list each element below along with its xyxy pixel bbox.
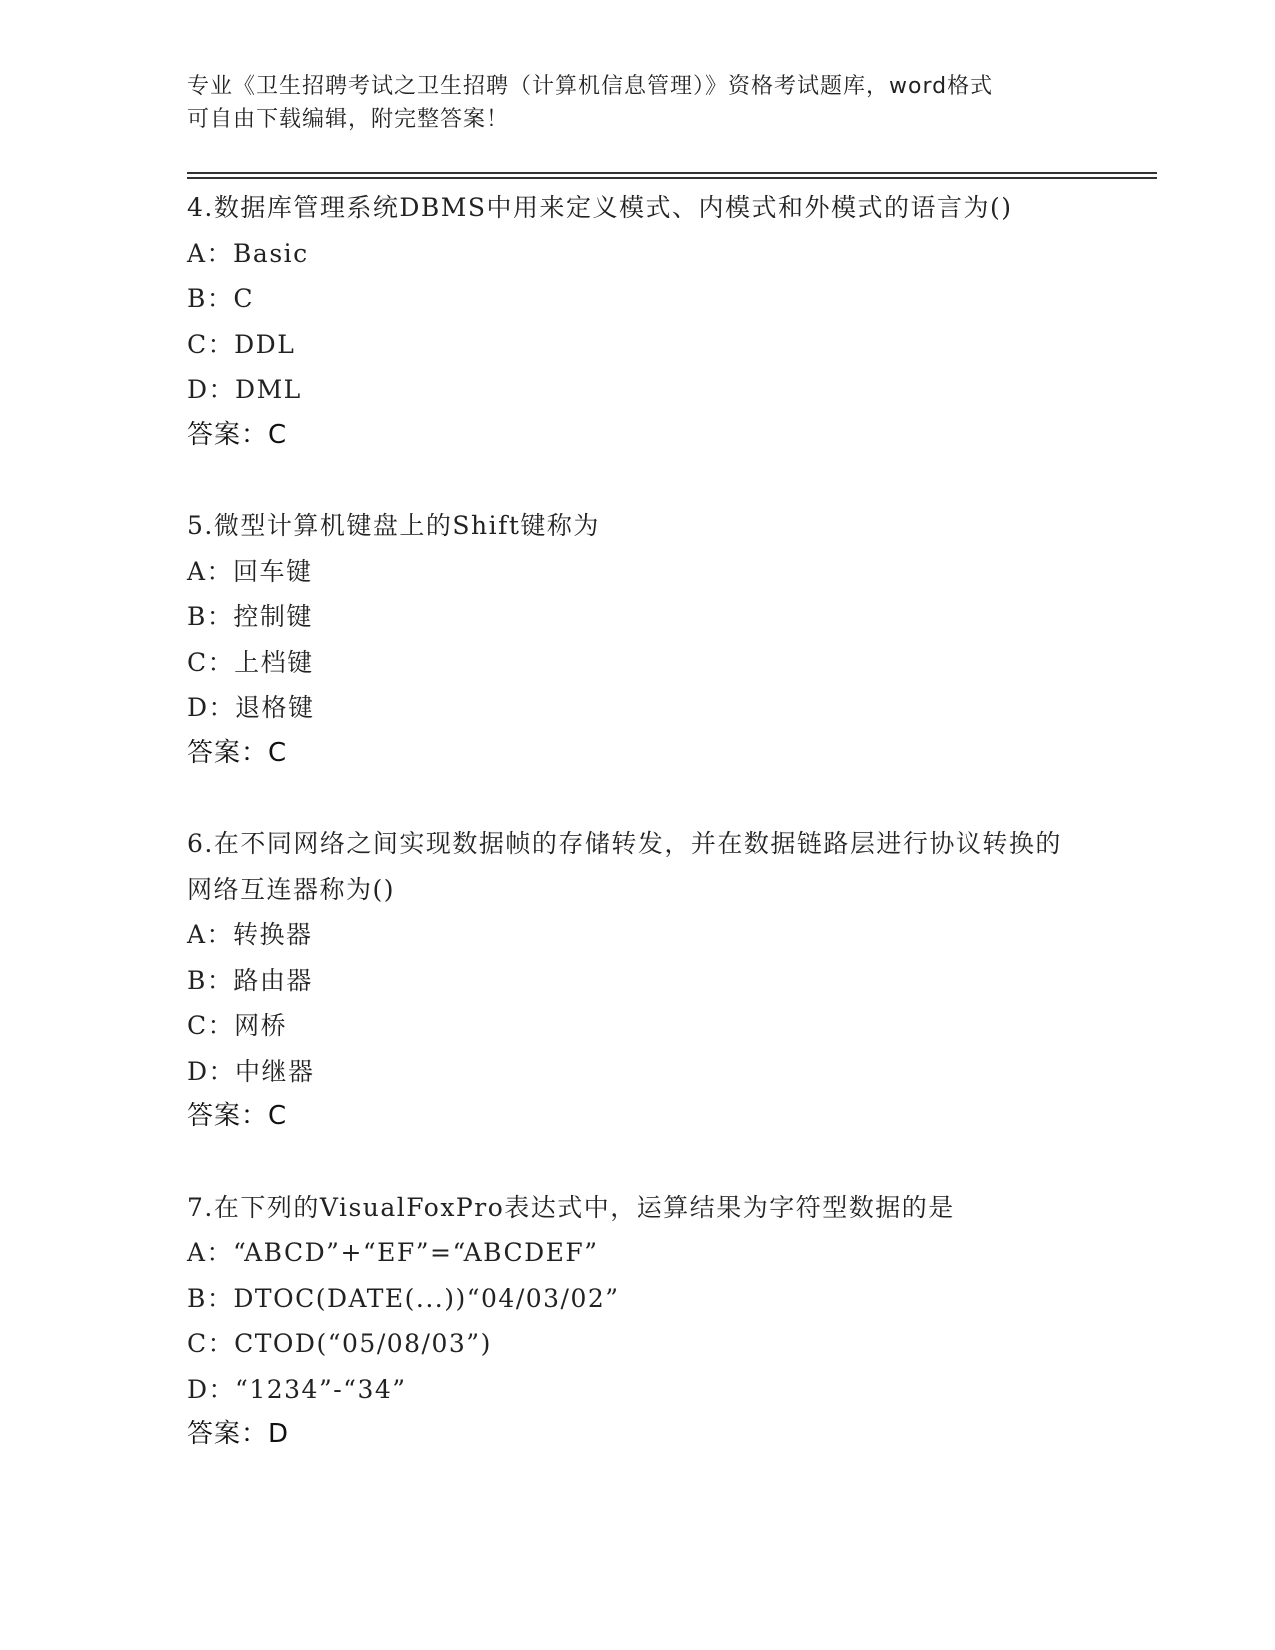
- answer-line: 答案：C: [187, 419, 288, 450]
- question-6: [187, 821, 1157, 1140]
- header-divider: [187, 172, 1157, 179]
- question-list: [187, 185, 1157, 1458]
- option-b: B：控制键: [187, 602, 313, 631]
- document-header: [187, 70, 1067, 136]
- option-b: B：C: [187, 284, 255, 313]
- question-stem: 7.在下列的VisualFoxPro表达式中，运算结果为字符型数据的是: [187, 1192, 955, 1222]
- question-stem: 4.数据库管理系统DBMS中用来定义模式、内模式和外模式的语言为(): [187, 193, 1013, 222]
- question-stem: 5.微型计算机键盘上的Shift键称为: [187, 511, 600, 540]
- option-a: A：Basic: [187, 238, 309, 268]
- answer-line: 答案：C: [187, 1101, 288, 1131]
- question-5: [187, 503, 1157, 776]
- option-d: D：“1234”-“34”: [187, 1374, 407, 1404]
- question-stem: 6.在不同网络之间实现数据帧的存储转发，并在数据链路层进行协议转换的网络互连器称为(): [187, 829, 1062, 904]
- option-c: C：CTOD(“05/08/03”): [187, 1329, 492, 1358]
- option-c: C：上档键: [187, 647, 314, 677]
- option-c: C：网桥: [187, 1011, 288, 1040]
- option-d: D：退格键: [187, 693, 315, 722]
- option-a: A：转换器: [187, 920, 313, 949]
- question-7: [187, 1185, 1157, 1458]
- option-c: C：DDL: [187, 329, 296, 359]
- document-page: [187, 70, 1157, 1503]
- option-d: D：中继器: [187, 1056, 315, 1086]
- option-a: A：回车键: [187, 556, 313, 586]
- answer-line: 答案：C: [187, 737, 288, 768]
- option-b: B：DTOC(DATE(...))“04/03/02”: [187, 1283, 620, 1313]
- header-line-2: 可自由下载编辑，附完整答案！: [187, 107, 510, 132]
- option-a: A：“ABCD”+“EF”=“ABCDEF”: [187, 1238, 599, 1267]
- answer-line: 答案：D: [187, 1419, 290, 1449]
- header-line-1: 专业《卫生招聘考试之卫生招聘（计算机信息管理）》资格考试题库，word格式: [187, 74, 994, 99]
- option-b: B：路由器: [187, 965, 313, 995]
- option-d: D：DML: [187, 375, 302, 404]
- question-4: [187, 185, 1157, 458]
